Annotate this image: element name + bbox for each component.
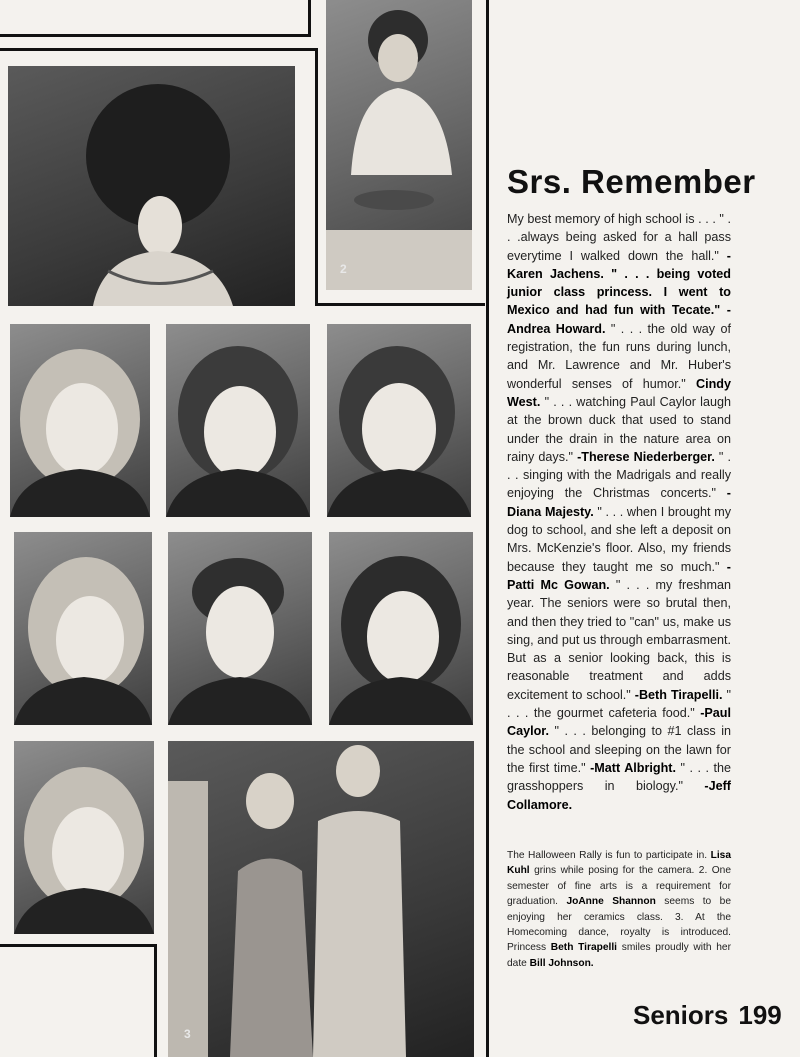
article-text-run: " . . . watching Paul Caylor laugh at the brown duck that used to stand under the drain in the nature area on rainy days."	[507, 394, 731, 464]
article-name-run: " . . . being voted junior class princess. I went to Mexico and had fun with Tecate."	[507, 266, 731, 318]
ceramics-class-photo	[326, 0, 472, 290]
article-text-run: " . . . the old way of registration, the fun runs during lunch, and Mr. Lawrence and Mr. Huber's wonderful senses of humor."	[507, 321, 732, 391]
article-text-run: " . . . my freshman year. The seniors were so brutal then, and then they tried to "can" us, make us sing, and put us through embarrasment. But as a senior looking back, this is reasonable treatment and adds excitement to school."	[507, 577, 731, 702]
ceramics-illustration	[326, 0, 472, 290]
page-folio	[633, 1000, 782, 1031]
article-body	[507, 210, 731, 814]
article-name-run: Cindy West.	[507, 376, 731, 409]
page-number: 199	[738, 1000, 782, 1030]
right-column-rule	[486, 0, 489, 1057]
center-frame-side	[315, 48, 318, 306]
article-name-run: -Patti Mc Gowan.	[507, 559, 731, 592]
ceramics-frame-bottom	[315, 303, 485, 306]
article-name-run: -Diana Majesty.	[507, 486, 731, 519]
article-name-run: -Beth Tirapelli.	[634, 687, 723, 702]
portrait-row1-col3	[327, 324, 471, 517]
homecoming-illustration	[168, 741, 474, 1057]
portrait-row2-col2	[168, 532, 312, 725]
top-left-frame-side	[308, 0, 311, 37]
article-text-run: " . . . singing with the Madrigals and really enjoying the Christmas concerts."	[507, 449, 731, 501]
photo-number-3: 3	[184, 1027, 191, 1041]
portrait-illustration	[10, 324, 150, 517]
portrait-row2-col1	[14, 532, 152, 725]
caption-name-run: Beth Tirapelli	[550, 942, 618, 954]
article-name-run: -Jeff Collamore.	[507, 779, 731, 812]
clown-photo	[8, 66, 295, 306]
clown-illustration	[8, 66, 295, 306]
bottom-left-frame-side	[154, 944, 157, 1057]
top-left-frame-bottom	[0, 34, 310, 37]
portrait-illustration	[168, 532, 312, 725]
center-frame-line	[0, 48, 318, 51]
article-text-run: " . . . the gourmet cafeteria food."	[507, 687, 731, 721]
article-text-run: " . . . when I brought my dog to school, and she left a deposit on Mrs. McKenzie's floor. Also, my friends because they taught me so much."	[507, 504, 731, 574]
caption-text-run: smiles proudly with her date	[507, 942, 731, 969]
article-name-run: -Therese Niederberger.	[577, 449, 715, 464]
portrait-row1-col2	[166, 324, 310, 517]
homecoming-photo	[168, 741, 474, 1057]
headline: Srs. Remember	[507, 163, 756, 200]
caption-name-run: JoAnne Shannon	[566, 896, 656, 908]
article-text-run: My best memory of high school is . . . " . . .always being asked for a hall pass everytime I walked down the hall."	[507, 212, 731, 263]
article-name-run: -Andrea Howard.	[507, 303, 731, 336]
portrait-row1-col1	[10, 324, 150, 517]
caption-name-run: Bill Johnson.	[529, 957, 594, 969]
portrait-row2-col3	[329, 532, 473, 725]
photo-number-2: 2	[340, 262, 347, 276]
portrait-illustration	[329, 532, 473, 725]
portrait-illustration	[14, 532, 152, 725]
caption-name-run: Lisa Kuhl	[507, 850, 731, 877]
photo-caption	[507, 848, 731, 971]
article-name-run: -Paul Caylor.	[507, 706, 731, 739]
portrait-illustration	[327, 324, 471, 517]
bottom-left-frame-top	[0, 944, 157, 947]
portrait-illustration	[166, 324, 310, 517]
article-text-run: " . . . the grasshoppers in biology."	[507, 760, 731, 794]
caption-text-run: The Halloween Rally is fun to participate in.	[507, 850, 711, 861]
portrait-row3-col1	[14, 741, 154, 934]
portrait-illustration	[14, 741, 154, 934]
section-label: Seniors	[633, 1000, 729, 1030]
article-name-run: -Matt Albright.	[590, 760, 676, 775]
caption-text-run: seems to be enjoying her ceramics class. 3. At the Homecoming dance, royalty is introduced. Princess	[507, 896, 732, 954]
article-text-run: " . . . belonging to #1 class in the school and sleeping on the lawn for the first time."	[507, 724, 731, 775]
article-name-run: -Karen Jachens.	[507, 248, 731, 281]
caption-text-run: grins while posing for the camera. 2. One semester of fine arts is a requirement for graduation.	[507, 865, 731, 908]
